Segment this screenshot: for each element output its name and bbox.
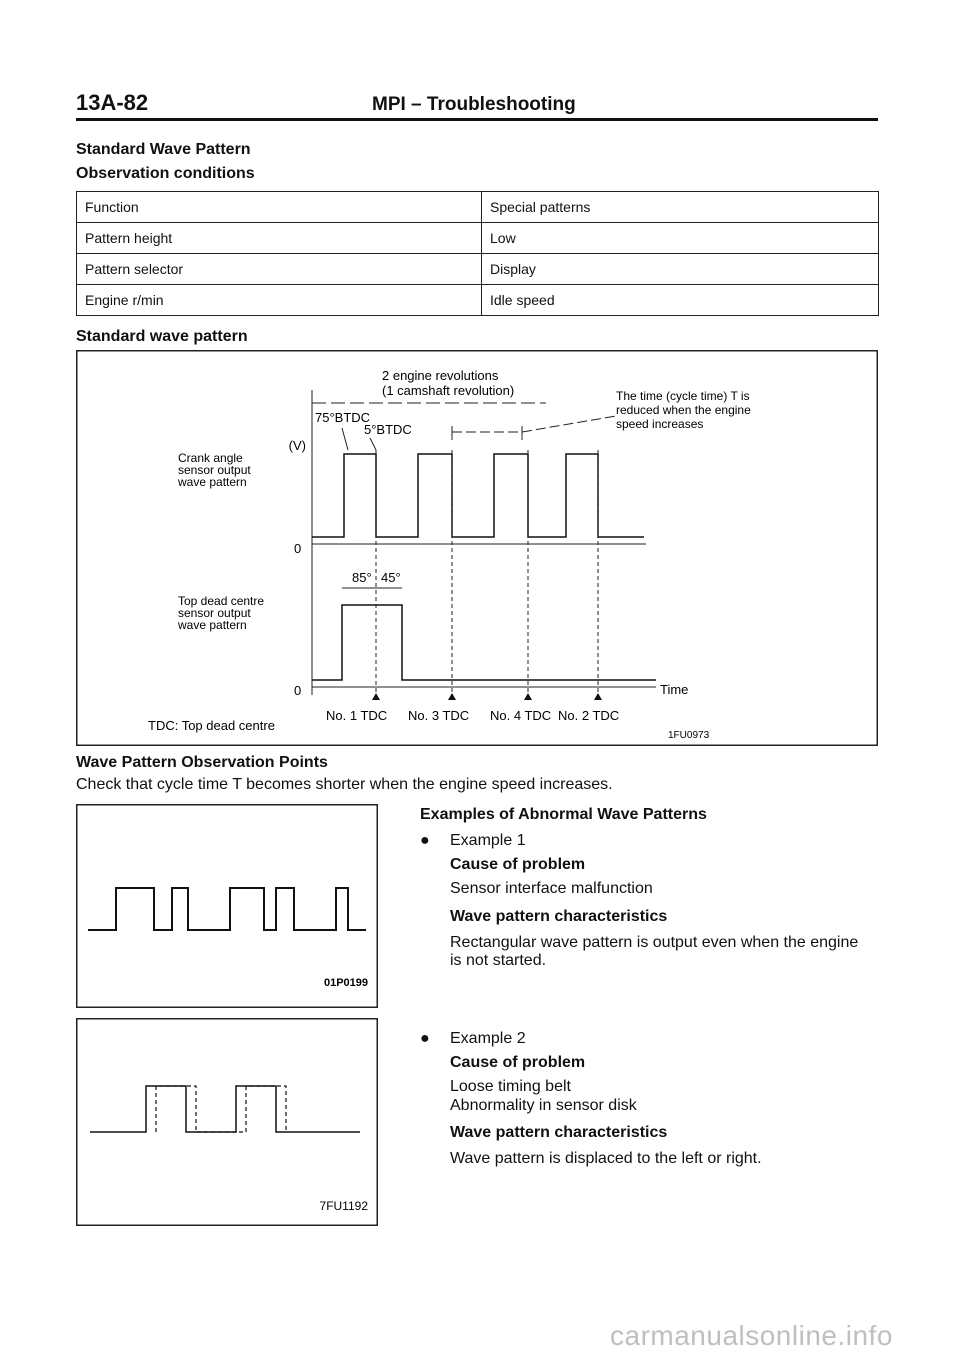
rev-label-1: 2 engine revolutions — [382, 368, 499, 383]
example1-cause-label: Cause of problem — [450, 856, 586, 873]
example2-cause-1: Loose timing belt — [450, 1078, 571, 1095]
tdc-no1-label: No. 1 TDC — [326, 708, 388, 723]
tdc-marker-3 — [448, 693, 456, 700]
volt-label: (V) — [288, 438, 306, 453]
example1-cause: Sensor interface malfunction — [450, 880, 653, 897]
tdc-label-3: wave pattern — [178, 618, 247, 632]
tdc-marker-2 — [594, 693, 602, 700]
page-number: 13A-82 — [76, 90, 149, 115]
tdc-wave-line — [312, 605, 656, 680]
observation-heading: Wave Pattern Observation Points — [76, 754, 328, 771]
tdc-label-2: sensor output — [178, 606, 251, 620]
crank-label-1: Crank angle — [178, 451, 243, 465]
cycle-arrow-2 — [522, 416, 616, 432]
standard-wave-figure — [76, 350, 878, 746]
table-row — [77, 254, 879, 285]
crank-wave-line — [312, 454, 644, 537]
condition-value: Low — [482, 223, 879, 254]
example2-figure-code: 7FU1192 — [319, 1199, 368, 1213]
btdc5-label: 5°BTDC — [364, 422, 412, 437]
cycle-note-1: The time (cycle time) T is — [616, 389, 750, 403]
bullet-icon: ● — [420, 1030, 430, 1047]
section-subheading: Observation conditions — [76, 165, 255, 182]
table-row — [77, 223, 879, 254]
condition-label: Pattern selector — [77, 254, 482, 285]
btdc75-pointer — [342, 428, 348, 450]
btdc75-label: 75°BTDC — [315, 410, 371, 425]
figure-border — [77, 1019, 378, 1226]
tdc-label-1: Top dead centre — [178, 594, 265, 608]
time-label: Time — [660, 682, 689, 697]
angle85-label: 85° — [352, 570, 372, 585]
observation-text: Check that cycle time T becomes shorter when the engine speed increases. — [76, 776, 613, 793]
example2-cause-label: Cause of problem — [450, 1054, 586, 1071]
condition-label: Engine r/min — [77, 285, 482, 316]
condition-label: Pattern height — [77, 223, 482, 254]
tdc-no4-label: No. 4 TDC — [490, 708, 552, 723]
example2-cause-2: Abnormality in sensor disk — [450, 1097, 637, 1114]
example1-char-1: Rectangular wave pattern is output even when the engine — [450, 934, 859, 951]
angle45-label: 45° — [381, 570, 401, 585]
conditions-table — [76, 191, 879, 316]
standard-wave-heading: Standard wave pattern — [76, 328, 248, 345]
example2-wave-shifted — [156, 1086, 286, 1132]
btdc5-pointer — [370, 438, 376, 450]
tdc-marker-1 — [372, 693, 380, 700]
tdc-marker-4 — [524, 693, 532, 700]
example2-title: Example 2 — [450, 1030, 526, 1047]
condition-value: Special patterns — [482, 192, 879, 223]
zero-label-1: 0 — [294, 541, 302, 556]
table-row — [77, 192, 879, 223]
header-rule — [76, 118, 878, 121]
example2-figure — [76, 1018, 378, 1226]
condition-label: Function — [77, 192, 482, 223]
section-heading: Standard Wave Pattern — [76, 141, 251, 158]
watermark: carmanualsonline.info — [610, 1320, 893, 1351]
example1-figure-code: 01P0199 — [323, 977, 368, 989]
cycle-note-3: speed increases — [616, 417, 704, 431]
tdc-note: TDC: Top dead centre — [148, 718, 275, 733]
crank-label-3: wave pattern — [178, 475, 247, 489]
example1-wave-line — [88, 888, 366, 930]
page-title: MPI – Troubleshooting — [372, 94, 576, 115]
condition-value: Display — [482, 254, 879, 285]
example1-figure — [76, 804, 378, 1008]
condition-value: Idle speed — [482, 285, 879, 316]
bullet-icon: ● — [420, 832, 430, 849]
crank-label-2: sensor output — [178, 463, 251, 477]
zero-label-2: 0 — [294, 683, 302, 698]
example1-char-label: Wave pattern characteristics — [450, 908, 668, 925]
example2-char: Wave pattern is displaced to the left or right. — [450, 1150, 762, 1167]
rev-label-2: (1 camshaft revolution) — [382, 383, 515, 398]
example2-char-label: Wave pattern characteristics — [450, 1124, 668, 1141]
example1-title: Example 1 — [450, 832, 526, 849]
example1-char-2: is not started. — [450, 952, 547, 969]
figure-border — [77, 351, 878, 746]
cycle-note-2: reduced when the engine — [616, 403, 751, 417]
abnormal-heading: Examples of Abnormal Wave Patterns — [420, 806, 707, 823]
tdc-no2-label: No. 2 TDC — [558, 708, 620, 723]
table-row — [77, 285, 879, 316]
tdc-no3-label: No. 3 TDC — [408, 708, 470, 723]
figure-code: 1FU0973 — [668, 730, 710, 741]
example2-wave-solid — [90, 1086, 360, 1132]
